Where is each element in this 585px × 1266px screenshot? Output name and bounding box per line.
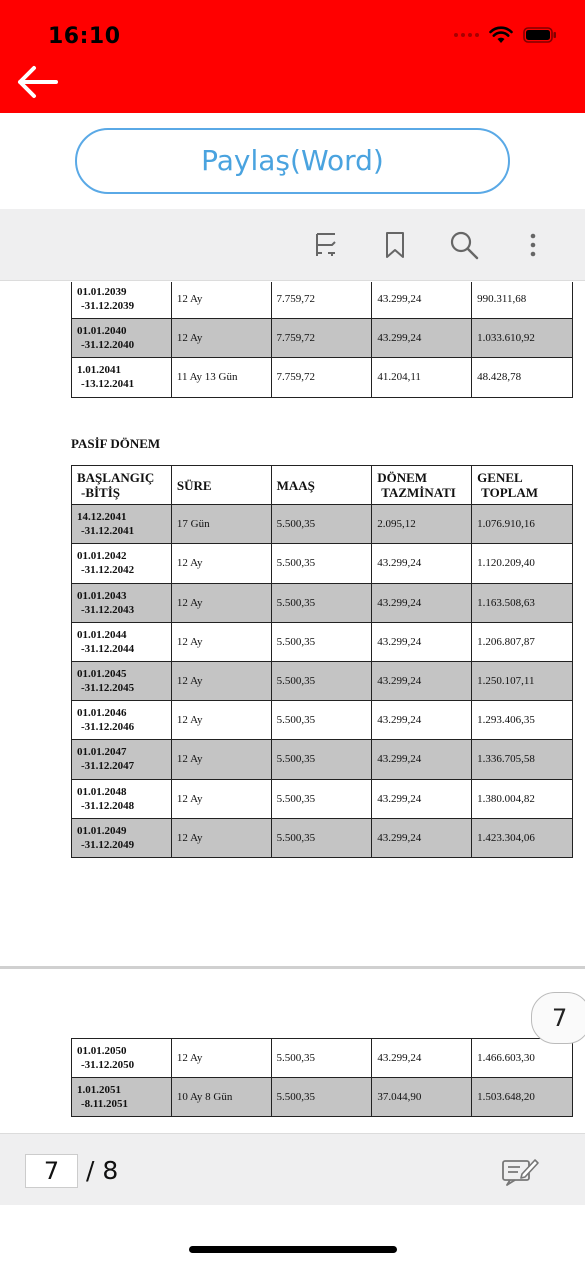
total-cell	[472, 1078, 573, 1117]
period-end: -13.12.2041	[81, 378, 135, 391]
salary-cell-text: 5.500,35	[276, 518, 316, 531]
page-number-input[interactable]: 7	[25, 1154, 78, 1188]
table-row	[72, 1039, 573, 1078]
pdf-toolbar	[0, 209, 585, 281]
period-cell	[72, 740, 172, 779]
salary-cell	[271, 282, 372, 319]
period-comp-cell	[372, 1078, 472, 1117]
period-comp-cell-text: 43.299,24	[377, 293, 422, 306]
total-cell-text: 1.163.508,63	[477, 596, 535, 609]
duration-cell-text: 12 Ay	[176, 753, 203, 766]
duration-cell	[171, 583, 271, 622]
column-header-text: SÜRE	[176, 477, 212, 493]
period-start: 01.01.2039	[77, 286, 127, 299]
period-cell	[72, 358, 172, 397]
period-comp-cell-text: 37.044,90	[377, 1091, 422, 1104]
period-comp-cell-text: 43.299,24	[377, 714, 422, 727]
period-comp-cell	[372, 319, 472, 358]
duration-cell	[171, 661, 271, 700]
duration-cell	[171, 740, 271, 779]
period-start: 01.01.2044	[77, 628, 127, 641]
period-cell	[72, 661, 172, 700]
total-cell	[472, 661, 573, 700]
next-page-table	[71, 1038, 573, 1117]
total-cell-text: 1.423.304,06	[477, 831, 535, 844]
duration-cell-text: 12 Ay	[176, 675, 203, 688]
total-cell	[472, 544, 573, 583]
period-comp-cell	[372, 779, 472, 818]
table-row	[72, 358, 573, 397]
table-row	[72, 661, 573, 700]
period-end: -31.12.2041	[81, 525, 135, 538]
period-cell	[72, 319, 172, 358]
column-header-text: MAAŞ	[276, 477, 315, 493]
column-header	[472, 466, 573, 505]
period-comp-cell	[372, 505, 472, 544]
table-row	[72, 544, 573, 583]
search-icon[interactable]	[448, 229, 480, 261]
page-total: / 8	[86, 1156, 119, 1185]
period-start: 01.01.2050	[77, 1045, 127, 1058]
period-end: -31.12.2048	[81, 799, 135, 812]
duration-cell-text: 12 Ay	[176, 831, 203, 844]
duration-cell	[171, 505, 271, 544]
total-cell-text: 1.380.004,82	[477, 792, 535, 805]
period-cell	[72, 1078, 172, 1117]
total-cell	[472, 358, 573, 397]
period-end: -31.12.2045	[81, 682, 135, 695]
table-row	[72, 701, 573, 740]
period-end: -31.12.2044	[81, 642, 135, 655]
period-comp-cell-text: 43.299,24	[377, 1052, 422, 1065]
total-cell-text: 1.250.107,11	[477, 675, 535, 688]
total-cell	[472, 583, 573, 622]
total-cell-text: 1.293.406,35	[477, 714, 535, 727]
total-cell	[472, 319, 573, 358]
period-cell	[72, 1039, 172, 1078]
total-cell	[472, 282, 573, 319]
period-end: -8.11.2051	[81, 1098, 129, 1111]
period-comp-cell-text: 43.299,24	[377, 596, 422, 609]
period-comp-cell	[372, 583, 472, 622]
period-cell	[72, 282, 172, 319]
salary-cell	[271, 1039, 372, 1078]
table-row	[72, 505, 573, 544]
period-cell	[72, 544, 172, 583]
period-start: 01.01.2049	[77, 824, 127, 837]
total-cell	[472, 1039, 573, 1078]
salary-cell	[271, 818, 372, 857]
home-indicator[interactable]	[189, 1246, 397, 1253]
duration-cell-text: 12 Ay	[176, 332, 203, 345]
cellular-signal-icon	[454, 33, 479, 37]
period-comp-cell	[372, 358, 472, 397]
total-cell-text: 1.120.209,40	[477, 557, 535, 570]
period-start: 01.01.2040	[77, 325, 127, 338]
salary-cell	[271, 544, 372, 583]
duration-cell-text: 17 Gün	[176, 518, 210, 531]
table-row	[72, 740, 573, 779]
salary-cell-text: 5.500,35	[276, 1052, 316, 1065]
period-comp-cell	[372, 1039, 472, 1078]
salary-cell	[271, 505, 372, 544]
page-separator	[0, 966, 585, 969]
share-word-button[interactable]: Paylaş(Word)	[75, 128, 510, 194]
salary-cell	[271, 583, 372, 622]
duration-cell-text: 11 Ay 13 Gün	[176, 371, 238, 384]
total-cell	[472, 505, 573, 544]
period-end: -31.12.2047	[81, 760, 135, 773]
salary-cell-text: 5.500,35	[276, 635, 316, 648]
status-icons	[454, 26, 557, 44]
period-comp-cell	[372, 544, 472, 583]
duration-cell	[171, 622, 271, 661]
total-cell-text: 1.503.648,20	[477, 1091, 535, 1104]
duration-cell-text: 12 Ay	[176, 714, 203, 727]
period-comp-cell	[372, 740, 472, 779]
duration-cell	[171, 779, 271, 818]
duration-cell	[171, 282, 271, 319]
status-time: 16:10	[48, 24, 121, 49]
salary-cell-text: 5.500,35	[276, 675, 316, 688]
salary-cell-text: 5.500,35	[276, 792, 316, 805]
period-end: -31.12.2043	[81, 603, 135, 616]
period-cell	[72, 701, 172, 740]
period-end: -31.12.2039	[81, 300, 135, 313]
period-comp-cell	[372, 622, 472, 661]
arrow-left-icon[interactable]	[14, 64, 60, 100]
period-comp-cell-text: 41.204,11	[377, 371, 421, 384]
column-header-text: BAŞLANGIÇ	[77, 470, 155, 486]
total-cell-text: 48.428,78	[477, 371, 522, 384]
total-cell-text: 1.033.610,92	[477, 332, 535, 345]
total-cell	[472, 740, 573, 779]
salary-cell	[271, 740, 372, 779]
period-comp-cell	[372, 282, 472, 319]
period-start: 01.01.2043	[77, 589, 127, 602]
table-row	[72, 319, 573, 358]
period-comp-cell-text: 43.299,24	[377, 332, 422, 345]
period-start: 14.12.2041	[77, 511, 127, 524]
column-header	[372, 466, 472, 505]
column-header	[72, 466, 172, 505]
duration-cell-text: 12 Ay	[176, 1052, 203, 1065]
duration-cell	[171, 1039, 271, 1078]
period-cell	[72, 818, 172, 857]
pdf-bottom-bar	[0, 1133, 585, 1205]
salary-cell-text: 5.500,35	[276, 557, 316, 570]
duration-cell	[171, 358, 271, 397]
salary-cell-text: 5.500,35	[276, 1091, 316, 1104]
salary-cell	[271, 779, 372, 818]
salary-cell	[271, 622, 372, 661]
duration-cell	[171, 1078, 271, 1117]
period-cell	[72, 505, 172, 544]
salary-cell-text: 5.500,35	[276, 753, 316, 766]
salary-cell	[271, 701, 372, 740]
period-comp-cell	[372, 661, 472, 700]
total-cell	[472, 701, 573, 740]
total-cell-text: 1.466.603,30	[477, 1052, 535, 1065]
period-comp-cell-text: 43.299,24	[377, 792, 422, 805]
period-end: -31.12.2050	[81, 1059, 135, 1072]
period-cell	[72, 622, 172, 661]
salary-cell-text: 5.500,35	[276, 831, 316, 844]
pdf-document-view[interactable]	[0, 282, 585, 1133]
table-row	[72, 622, 573, 661]
table-header-row	[72, 466, 573, 505]
active-period-table	[71, 282, 573, 398]
salary-cell	[271, 661, 372, 700]
duration-cell	[171, 544, 271, 583]
outline-icon[interactable]	[310, 229, 342, 261]
period-cell	[72, 583, 172, 622]
period-comp-cell-text: 43.299,24	[377, 753, 422, 766]
period-start: 01.01.2047	[77, 746, 127, 759]
salary-cell-text: 7.759,72	[276, 332, 316, 345]
salary-cell	[271, 319, 372, 358]
period-start: 01.01.2046	[77, 707, 127, 720]
section-title: PASİF DÖNEM	[71, 436, 161, 451]
duration-cell-text: 12 Ay	[176, 557, 203, 570]
passive-period-table	[71, 465, 573, 858]
annotate-icon[interactable]	[500, 1154, 540, 1188]
table-row	[72, 1078, 573, 1117]
salary-cell	[271, 1078, 372, 1117]
period-comp-cell-text: 43.299,24	[377, 557, 422, 570]
duration-cell	[171, 701, 271, 740]
period-start: 1.01.2051	[77, 1084, 121, 1097]
column-header	[171, 466, 271, 505]
salary-cell-text: 7.759,72	[276, 293, 316, 306]
column-header-text: TAZMİNATI	[381, 485, 456, 501]
wifi-icon	[489, 26, 513, 44]
total-cell-text: 990.311,68	[477, 293, 527, 306]
duration-cell-text: 10 Ay 8 Gün	[176, 1091, 233, 1104]
column-header-text: GENEL	[477, 470, 523, 486]
total-cell	[472, 622, 573, 661]
total-cell-text: 1.336.705,58	[477, 753, 535, 766]
column-header-text: DÖNEM	[377, 470, 428, 486]
column-header-text: TOPLAM	[481, 485, 538, 501]
duration-cell	[171, 319, 271, 358]
column-header-text: -BİTİŞ	[81, 485, 121, 501]
period-comp-cell	[372, 818, 472, 857]
duration-cell	[171, 818, 271, 857]
salary-cell-text: 5.500,35	[276, 596, 316, 609]
table-row	[72, 818, 573, 857]
period-comp-cell-text: 2.095,12	[377, 518, 416, 531]
page-number-badge: 7	[531, 992, 585, 1044]
more-icon[interactable]	[517, 229, 549, 261]
total-cell-text: 1.076.910,16	[477, 518, 535, 531]
salary-cell-text: 7.759,72	[276, 371, 316, 384]
app-header	[0, 0, 585, 113]
period-cell	[72, 779, 172, 818]
table-row	[72, 583, 573, 622]
total-cell-text: 1.206.807,87	[477, 635, 535, 648]
column-header	[271, 466, 372, 505]
table-row	[72, 282, 573, 319]
total-cell	[472, 818, 573, 857]
period-start: 01.01.2048	[77, 785, 127, 798]
battery-icon	[523, 27, 557, 43]
duration-cell-text: 12 Ay	[176, 293, 203, 306]
period-end: -31.12.2046	[81, 721, 135, 734]
period-end: -31.12.2049	[81, 838, 135, 851]
salary-cell	[271, 358, 372, 397]
period-start: 01.01.2042	[77, 550, 127, 563]
bookmark-icon[interactable]	[379, 229, 411, 261]
period-end: -31.12.2040	[81, 339, 135, 352]
duration-cell-text: 12 Ay	[176, 792, 203, 805]
duration-cell-text: 12 Ay	[176, 635, 203, 648]
duration-cell-text: 12 Ay	[176, 596, 203, 609]
total-cell	[472, 779, 573, 818]
table-row	[72, 779, 573, 818]
salary-cell-text: 5.500,35	[276, 714, 316, 727]
period-comp-cell	[372, 701, 472, 740]
period-comp-cell-text: 43.299,24	[377, 831, 422, 844]
period-start: 1.01.2041	[77, 364, 121, 377]
period-comp-cell-text: 43.299,24	[377, 675, 422, 688]
period-comp-cell-text: 43.299,24	[377, 635, 422, 648]
period-end: -31.12.2042	[81, 564, 135, 577]
period-start: 01.01.2045	[77, 668, 127, 681]
